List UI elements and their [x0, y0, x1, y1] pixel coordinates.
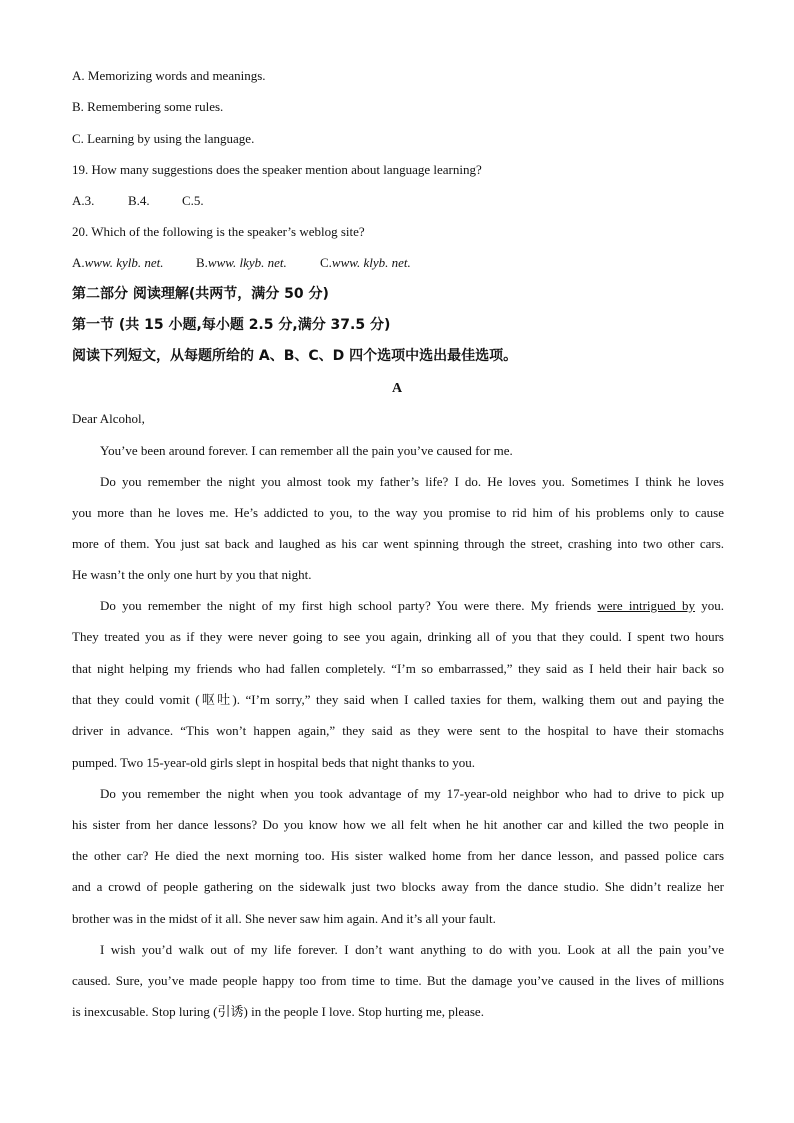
underlined-phrase: were intrigued by — [597, 598, 696, 613]
p4-line-4: and a crowd of people gathering on the sidewalk just two blocks away from the dance studio. She didn’t realize her — [72, 879, 724, 894]
q19-option-a: A.3. — [72, 193, 95, 208]
q20-option-b-prefix: B. — [196, 255, 208, 270]
p4-line-1: Do you remember the night when you took advantage of my 17-year-old neighbor who had to drive to pick up — [100, 786, 724, 801]
p3-line-4: that they could vomit (呕吐). “I’m sorry,” they said when I called taxies for them, walking them out and paying the — [72, 692, 724, 707]
p3-line-6: pumped. Two 15-year-old girls slept in hospital beds that night thanks to you. — [72, 755, 475, 770]
q20-option-a-prefix: A. — [72, 255, 85, 270]
p3-line-1-after: you. — [695, 598, 725, 613]
q20-option-c-prefix: C. — [320, 255, 332, 270]
q20-option-b-site: www. lkyb. net. — [207, 255, 287, 270]
p5-line-3: is inexcusable. Stop luring (引诱) in the people I love. Stop hurting me, please. — [72, 1004, 484, 1019]
p3-line-1 — [100, 597, 724, 615]
q20-option-b — [196, 254, 320, 272]
q18-option-c: C. Learning by using the language. — [72, 131, 255, 146]
p4-line-2: his sister from her dance lessons? Do you know how we all felt when he hit another car and killed the two people in — [72, 817, 724, 832]
p4-line-3: the other car? He died the next morning too. His sister walked home from her dance lesson, and passed police cars — [72, 848, 724, 863]
instruction: 阅读下列短文，从每题所给的 A、B、C、D 四个选项中选出最佳选项。 — [72, 348, 518, 364]
q19-stem: 19. How many suggestions does the speaker mention about language learning? — [72, 162, 482, 177]
p4-line-5: brother was in the midst of it all. She never saw him again. And it’s all your fault. — [72, 911, 496, 926]
p3-line-2: They treated you as if they were never going to see you again, drinking all of you that they could. I spent two hours — [72, 629, 724, 644]
section-title: 第一节 (共 15 小题,每小题 2.5 分,满分 37.5 分) — [72, 317, 391, 333]
p2-line-2: you more than he loves me. He’s addicted to you, to the way you promise to rid him of his problems only to cause — [72, 505, 724, 520]
p3-line-3: that night helping my friends who had fallen completely. “I’m so embarrassed,” they said as I held their hair back so — [72, 661, 724, 676]
q19-options — [72, 192, 724, 210]
p5-line-2: caused. Sure, you’ve made people happy too from time to time. But the damage you’ve caused in the lives of millions — [72, 973, 724, 988]
letter-salutation: Dear Alcohol, — [72, 411, 145, 426]
letter-paragraph-1: You’ve been around forever. I can remember all the pain you’ve caused for me. — [100, 443, 513, 458]
q20-option-a-site: www. kylb. net. — [84, 255, 164, 270]
p2-line-3: more of them. You just sat back and laughed as his car went spinning through the street, crashing into two other cars. — [72, 536, 724, 551]
q18-option-a: A. Memorizing words and meanings. — [72, 68, 266, 83]
q18-option-b: B. Remembering some rules. — [72, 99, 224, 114]
q20-option-c — [320, 254, 411, 272]
p2-line-4: He wasn’t the only one hurt by you that night. — [72, 567, 312, 582]
part-title: 第二部分 阅读理解(共两节，满分 50 分) — [72, 286, 329, 302]
q19-option-b: B.4. — [128, 193, 150, 208]
q20-stem: 20. Which of the following is the speaker’s weblog site? — [72, 224, 365, 239]
passage-label: A — [391, 381, 403, 396]
p2-line-1: Do you remember the night you almost took my father’s life? I do. He loves you. Sometimes I think he loves — [100, 474, 724, 489]
q20-option-c-site: www. klyb. net. — [331, 255, 411, 270]
q20-options — [72, 254, 724, 272]
p3-line-1-before: Do you remember the night of my first high school party? You were there. My friends — [100, 598, 598, 613]
p5-line-1: I wish you’d walk out of my life forever. I don’t want anything to do with you. Look at all the pain you’ve — [100, 942, 724, 957]
p3-line-5: driver in advance. “This won’t happen again,” they said as they were sent to the hospital to have their stomachs — [72, 723, 724, 738]
q20-option-a — [72, 254, 196, 272]
q19-option-c: C.5. — [182, 193, 204, 208]
